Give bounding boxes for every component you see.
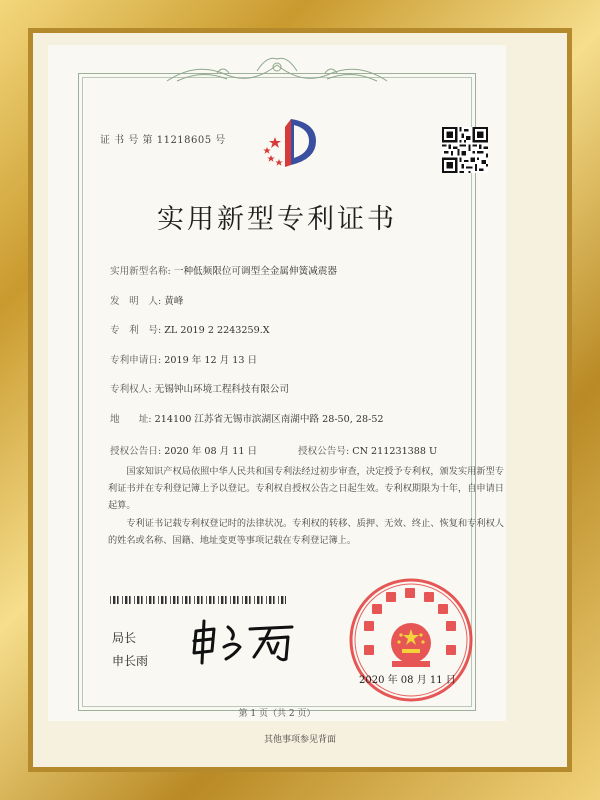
field-value: 黄峰	[164, 296, 184, 307]
qr-code-icon	[442, 127, 488, 173]
field-patentee	[110, 381, 289, 395]
seal-date: 2020 年 08 月 11 日	[359, 675, 456, 686]
field-label: 专利申请日:	[110, 355, 162, 366]
page-number: 第 1 页（共 2 页）	[238, 709, 316, 719]
field-inventor	[110, 293, 183, 307]
field-value: 2020 年 08 月 11 日	[164, 446, 258, 457]
field-label: 授权公告日:	[110, 446, 162, 457]
field-value: CN 211231388 U	[352, 446, 438, 457]
field-label: 专 利 号:	[110, 325, 162, 336]
certificate-paper	[48, 45, 506, 721]
field-label: 地 址:	[110, 414, 152, 425]
barcode-icon	[110, 596, 286, 604]
field-filing-date	[110, 352, 257, 366]
field-value: 一种低频限位可调型全金属伸簧减震器	[173, 266, 337, 277]
signature-icon	[188, 617, 308, 667]
statement-paragraph-1: 国家知识产权局依照中华人民共和国专利法经过初步审查，决定授予专利权，颁发实用新型专利证书并在专利登记簿上予以登记。专利权自授权公告之日起生效。专利权期限为十年，自申请日起算。	[108, 466, 504, 511]
field-announcement-date	[110, 443, 257, 457]
field-value: 无锡钟山环境工程科技有限公司	[154, 384, 289, 395]
certificate-title: 实用新型专利证书	[157, 204, 397, 235]
director-name: 申长雨	[112, 654, 149, 668]
field-patent-number	[110, 322, 270, 336]
field-value: ZL 2019 2 2243259.X	[164, 325, 270, 336]
field-value: 214100 江苏省无锡市滨湖区南湖中路 28-50, 28-52	[154, 414, 384, 425]
field-value: 2019 年 12 月 13 日	[164, 355, 258, 366]
footer-note: 其他事项参见背面	[263, 735, 336, 745]
field-label: 授权公告号:	[298, 446, 350, 457]
field-utility-model-name	[110, 263, 337, 277]
cnipa-logo-icon	[261, 115, 319, 171]
field-label: 发 明 人:	[110, 296, 162, 307]
field-label: 专利权人:	[110, 384, 152, 395]
field-address	[110, 411, 384, 425]
director-title: 局长	[112, 631, 137, 645]
certificate-number: 证 书 号 第 11218605 号	[100, 135, 226, 146]
field-announcement-number	[298, 443, 437, 457]
statement-paragraph-2: 专利证书记载专利权登记时的法律状况。专利权的转移、质押、无效、终止、恢复和专利权人的姓名或名称、国籍、地址变更等事项记载在专利登记簿上。	[108, 518, 504, 546]
field-label: 实用新型名称:	[110, 266, 171, 277]
top-ornament-icon	[157, 51, 397, 87]
